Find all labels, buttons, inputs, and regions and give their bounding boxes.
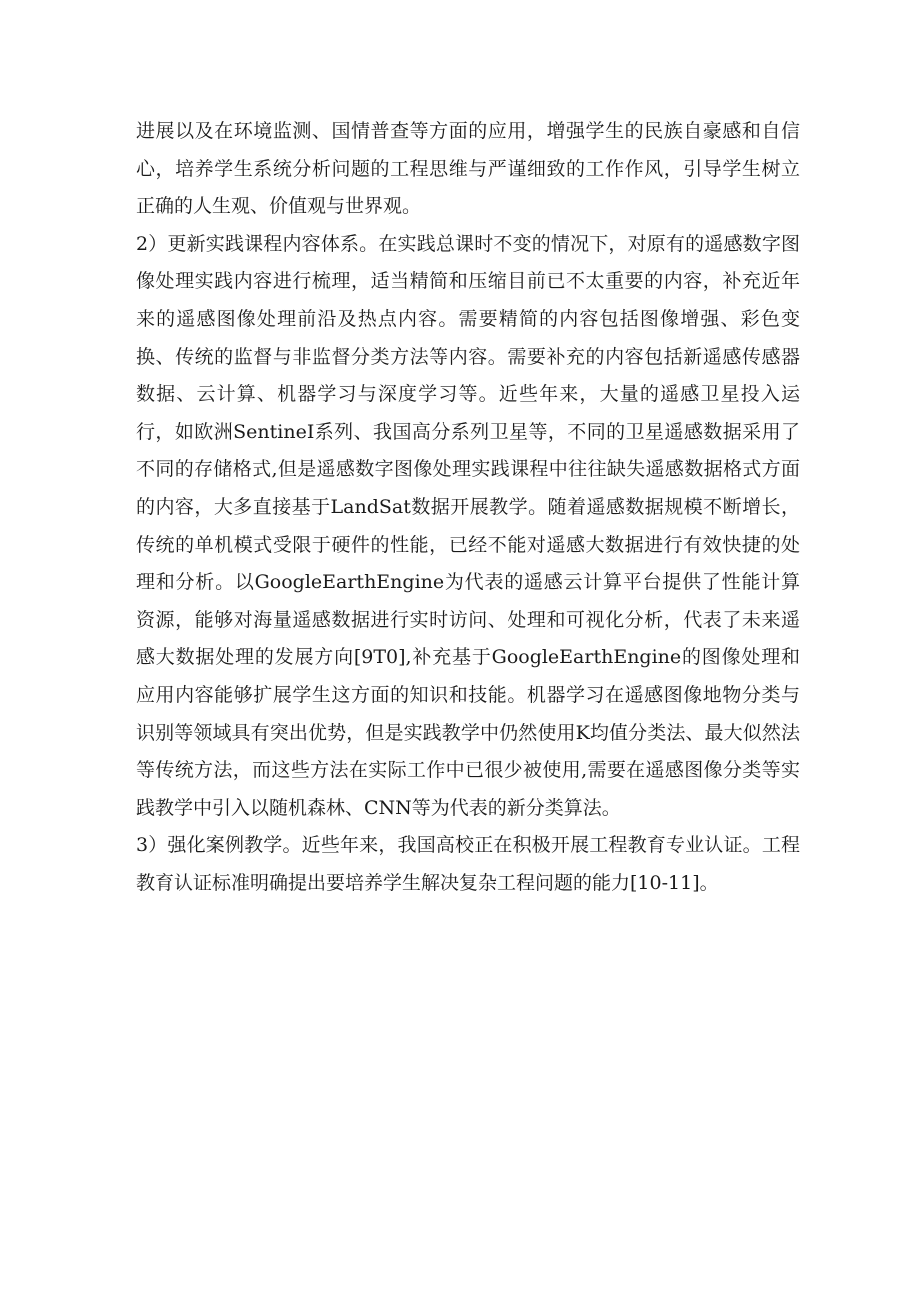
paragraph-3: 3）强化案例教学。近些年来，我国高校正在积极开展工程教育专业认证。工程教育认证标准明确提出要培养学生解决复杂工程问题的能力[10-11]。 bbox=[136, 834, 800, 894]
paragraph-2: 2）更新实践课程内容体系。在实践总课时不变的情况下，对原有的遥感数字图像处理实践内容进行梳理，适当精简和压缩目前已不太重要的内容，补充近年来的遥感图像处理前沿及热点内容。需要精简的内容包括图像增强、彩色变换、传统的监督与非监督分类方法等内容。需要补充的内容包括新遥感传感器数据、云计算、机器学习与深度学习等。近些年来，大量的遥感卫星投入运行，如欧洲SentineI系列、我国高分系列卫星等，不同的卫星遥感数据采用了不同的存储格式,但是遥感数字图像处理实践课程中往往缺失遥感数据格式方面的内容，大多直接基于LandSat数据开展教学。随着遥感数据规模不断增长，传统的单机模式受限于硬件的性能，已经不能对遥感大数据进行有效快捷的处理和分析。以GoogleEarthEngine为代表的遥感云计算平台提供了性能计算资源，能够对海量遥感数据进行实时访问、处理和可视化分析，代表了未来遥感大数据处理的发展方向[9T0],补充基于GoogleEarthEngine的图像处理和应用内容能够扩展学生这方面的知识和技能。机器学习在遥感图像地物分类与识别等领域具有突出优势，但是实践教学中仍然使用K均值分类法、最大似然法等传统方法，而这些方法在实际工作中已很少被使用,需要在遥感图像分类等实践教学中引入以随机森林、CNN等为代表的新分类算法。 bbox=[136, 232, 800, 819]
document-body bbox=[136, 113, 800, 902]
paragraph-1: 进展以及在环境监测、国情普查等方面的应用，增强学生的民族自豪感和自信心，培养学生系统分析问题的工程思维与严谨细致的工作作风，引导学生树立正确的人生观、价值观与世界观。 bbox=[136, 120, 800, 218]
